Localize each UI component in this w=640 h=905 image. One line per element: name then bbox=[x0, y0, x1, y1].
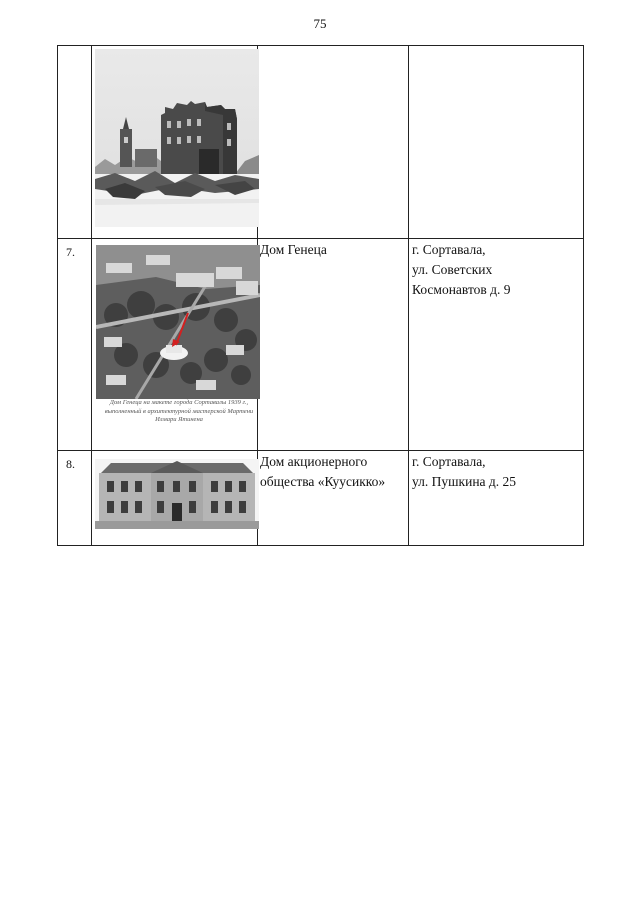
ruined-building-photo bbox=[95, 49, 259, 227]
heritage-table bbox=[57, 45, 584, 546]
page-number: 75 bbox=[313, 16, 327, 31]
address-line: ул. Пушкина д. 25 bbox=[412, 474, 517, 489]
photo-cell bbox=[92, 239, 258, 451]
address-line: г. Сортавала, bbox=[412, 242, 486, 257]
photo-cell bbox=[92, 46, 258, 239]
building-facade-photo bbox=[95, 459, 259, 529]
row-number: 7. bbox=[58, 239, 92, 451]
address-line: Космонавтов д. 9 bbox=[412, 282, 511, 297]
object-name: Дом акционерного общества «Куусикко» bbox=[258, 451, 409, 546]
table-row bbox=[58, 451, 584, 546]
object-address bbox=[409, 239, 584, 451]
table-row bbox=[58, 46, 584, 239]
row-number: 8. bbox=[58, 451, 92, 546]
aerial-city-model-photo bbox=[96, 245, 260, 399]
object-address bbox=[409, 451, 584, 546]
object-address bbox=[409, 46, 584, 239]
address-line: г. Сортавала, bbox=[412, 454, 486, 469]
table-row bbox=[58, 239, 584, 451]
photo-cell bbox=[92, 451, 258, 546]
photo-caption: Дом Генеца на макете города Сортавалы 1939 г., выполненный в архитектурной мастерской Мартени Илмари Ятинена bbox=[104, 399, 254, 423]
row-number bbox=[58, 46, 92, 239]
object-name: Дом Генеца bbox=[258, 239, 409, 451]
object-name bbox=[258, 46, 409, 239]
address-line: ул. Советских bbox=[412, 262, 493, 277]
